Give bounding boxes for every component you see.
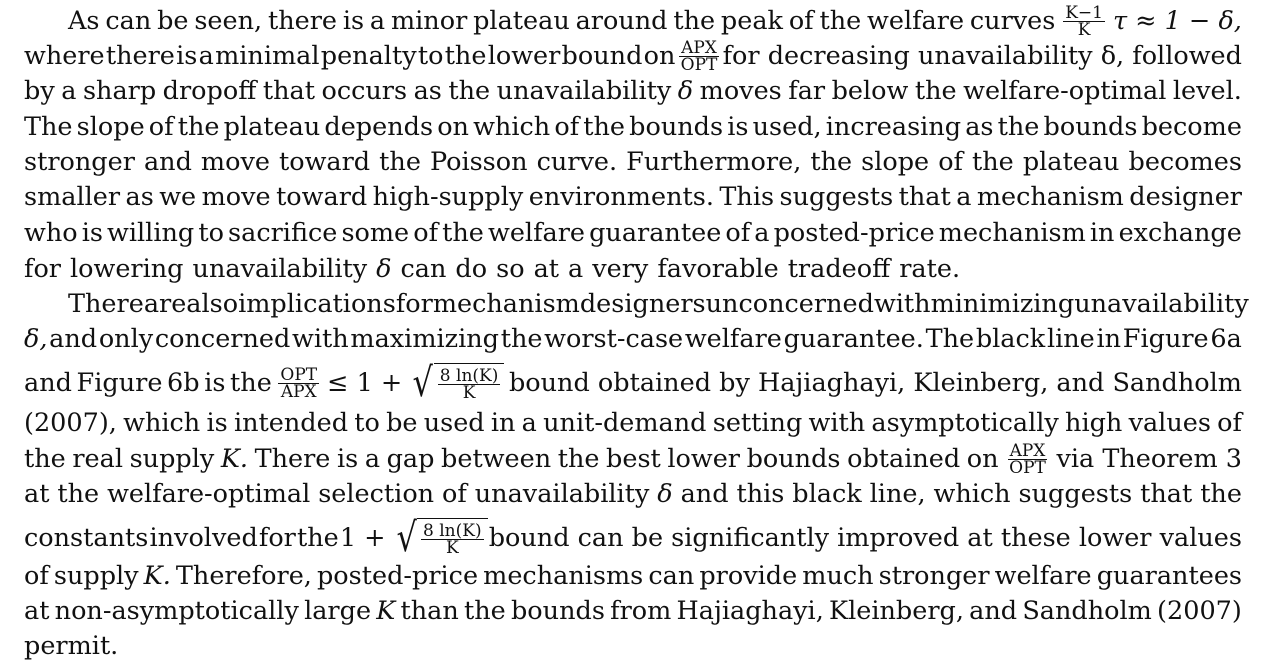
- word: bounds: [510, 596, 605, 626]
- word: δ: [657, 479, 673, 509]
- word: asymptotically: [871, 408, 1059, 438]
- word: slope: [76, 112, 145, 142]
- word: very: [592, 254, 649, 284]
- word: in: [490, 408, 516, 438]
- radical-sign: √: [396, 515, 417, 561]
- word: a: [754, 218, 770, 248]
- word: of: [725, 218, 751, 248]
- word: plateau: [223, 112, 321, 142]
- word: we: [159, 182, 197, 212]
- word: below: [831, 76, 909, 106]
- word: implications: [238, 289, 396, 319]
- word: moves: [699, 76, 782, 106]
- word: the: [583, 112, 626, 142]
- word: level.: [1172, 76, 1242, 106]
- word: a: [198, 41, 214, 71]
- word: of: [442, 479, 467, 509]
- word: the: [673, 6, 716, 36]
- word: K.: [220, 444, 249, 474]
- word: and: [24, 368, 72, 398]
- math-text: τ ≈ 1 − δ,: [1112, 6, 1242, 36]
- square-root: [410, 360, 504, 406]
- math-text: 1 +: [339, 523, 386, 553]
- word: and: [49, 324, 98, 354]
- text-line: [68, 2, 1242, 40]
- word: than: [400, 596, 459, 626]
- word: there: [267, 6, 338, 36]
- word: There: [68, 289, 144, 319]
- word: line,: [869, 479, 926, 509]
- word: a: [369, 6, 386, 36]
- word: supply: [53, 561, 139, 591]
- word: with: [292, 324, 349, 354]
- word: only: [98, 324, 154, 354]
- word: Figure: [76, 368, 163, 398]
- word: plateau: [473, 6, 570, 36]
- word: which: [473, 112, 551, 142]
- word: large: [304, 596, 372, 626]
- text-run: via Theorem 3: [1056, 444, 1242, 474]
- word: on: [643, 41, 676, 71]
- word: at: [533, 254, 560, 284]
- word: K.: [143, 561, 171, 591]
- apx-opt-fraction: [1007, 440, 1048, 478]
- word: there: [105, 41, 175, 71]
- word: real: [72, 444, 123, 474]
- word: this: [736, 479, 785, 509]
- word: a: [521, 408, 537, 438]
- word: curves: [969, 6, 1056, 36]
- word: bound: [561, 41, 643, 71]
- word: and: [143, 147, 192, 177]
- text-line: [24, 515, 1242, 561]
- word: so: [496, 254, 525, 284]
- word: the: [557, 444, 600, 474]
- word: sacrifice: [228, 218, 338, 248]
- word: the: [444, 41, 487, 71]
- word: can: [648, 561, 695, 591]
- word: δ,: [24, 324, 48, 354]
- word: as: [413, 76, 442, 106]
- text-run: for decreasing unavailability δ, followed: [722, 41, 1242, 71]
- fraction-denominator: K: [1077, 19, 1091, 40]
- word: 6b: [167, 368, 200, 398]
- word: black: [792, 479, 862, 509]
- inline-math-group: [1061, 2, 1242, 40]
- word: the: [379, 147, 421, 177]
- word: around: [575, 6, 668, 36]
- word: the: [57, 479, 100, 509]
- text-line: [24, 182, 1242, 212]
- word: (2007),: [24, 408, 117, 438]
- word: slope: [861, 147, 930, 177]
- word: a: [364, 444, 381, 474]
- text-line: [24, 112, 1242, 142]
- word: bounds: [1043, 112, 1138, 142]
- text-run: bound obtained by Hajiaghayi, Kleinberg, and Sandholm: [508, 368, 1242, 398]
- word: guarantees: [1096, 561, 1242, 591]
- word: willing: [107, 218, 195, 248]
- word: penalty: [320, 41, 417, 71]
- word: suggests: [779, 182, 894, 212]
- word: toward: [278, 147, 371, 177]
- word: is: [206, 408, 228, 438]
- word: unavailability: [192, 254, 368, 284]
- inline-math-group: [339, 515, 488, 561]
- word: of: [938, 147, 963, 177]
- word: Kleinberg,: [829, 596, 964, 626]
- word: toward: [276, 182, 368, 212]
- text-line: [24, 147, 1242, 177]
- word: for: [24, 254, 61, 284]
- word: lower: [487, 41, 561, 71]
- word: obtained: [847, 444, 961, 474]
- word: as: [125, 182, 154, 212]
- word: with: [873, 289, 931, 319]
- word: exchange: [1118, 218, 1242, 248]
- word: minor: [390, 6, 468, 36]
- word: The: [925, 324, 975, 354]
- word: who: [24, 218, 78, 248]
- word: the: [442, 218, 484, 248]
- fraction-denominator: K: [462, 383, 476, 403]
- word: to: [354, 408, 380, 438]
- word: welfare: [994, 561, 1092, 591]
- fraction-numerator: 8 ln(K): [423, 521, 482, 541]
- word: of: [148, 112, 174, 142]
- word: 6a: [1210, 324, 1242, 354]
- word: is: [336, 444, 359, 474]
- word: the: [177, 112, 220, 142]
- word: depends: [324, 112, 434, 142]
- word: used: [423, 408, 485, 438]
- word: lower: [667, 444, 740, 474]
- text-line: [24, 440, 1242, 478]
- word: at: [24, 479, 50, 509]
- word: move: [200, 147, 270, 177]
- word: dropoff: [162, 76, 257, 106]
- word: the: [914, 76, 957, 106]
- fraction-numerator: 8 ln(K): [439, 366, 499, 386]
- text-line: [68, 289, 1249, 319]
- text-line: [24, 631, 1242, 661]
- word: K: [376, 596, 396, 626]
- word: is: [81, 218, 103, 248]
- opt-apx-fraction: [278, 364, 319, 402]
- word: is: [176, 41, 198, 71]
- word: unit-demand: [543, 408, 707, 438]
- word: values: [1128, 408, 1211, 438]
- radicand-fraction: [421, 523, 484, 556]
- fraction-numerator: APX: [1009, 440, 1046, 461]
- word: Sandholm: [1022, 596, 1152, 626]
- word: can: [105, 6, 152, 36]
- word: bounds: [746, 444, 841, 474]
- word: (2007): [1157, 596, 1242, 626]
- word: and: [680, 479, 729, 509]
- word: to: [198, 218, 224, 248]
- word: a: [61, 76, 77, 106]
- word: far: [788, 76, 826, 106]
- word: on: [437, 112, 469, 142]
- word: for: [258, 523, 296, 553]
- math-text: ≤ 1 +: [327, 368, 403, 398]
- word: unavailability: [474, 479, 650, 509]
- word: favorable: [657, 254, 779, 284]
- word: sharp: [82, 76, 157, 106]
- text-line: [24, 596, 1242, 626]
- word: rate.: [899, 254, 961, 284]
- word: non-asymptotically: [54, 596, 299, 626]
- word: setting: [712, 408, 803, 438]
- word: mechanism: [938, 218, 1086, 248]
- word: best: [606, 444, 661, 474]
- word: with: [808, 408, 866, 438]
- word: gap: [386, 444, 435, 474]
- word: the: [24, 444, 66, 474]
- word: smaller: [24, 182, 121, 212]
- text-line: [24, 408, 1242, 438]
- word: seen,: [194, 6, 263, 36]
- radicand: [417, 518, 488, 558]
- word: move: [201, 182, 271, 212]
- word: is: [342, 6, 365, 36]
- word: can: [400, 254, 447, 284]
- word: high-supply: [372, 182, 524, 212]
- word: the: [1200, 479, 1242, 509]
- word: plateau: [1022, 147, 1120, 177]
- word: which: [933, 479, 1011, 509]
- word: stronger: [24, 147, 135, 177]
- text-line: [24, 76, 1242, 106]
- word: occurs: [321, 76, 408, 106]
- word: guarantee.: [783, 324, 924, 354]
- word: used,: [752, 112, 822, 142]
- fraction-denominator: K: [445, 538, 459, 558]
- word: where: [24, 41, 105, 71]
- word: unconcerned: [705, 289, 874, 319]
- word: be: [157, 6, 189, 36]
- curve-fraction: [1063, 2, 1105, 40]
- word: by: [24, 76, 55, 106]
- word: provide: [699, 561, 798, 591]
- word: from: [610, 596, 672, 626]
- word: the: [230, 368, 272, 398]
- text-line: [24, 37, 1242, 75]
- word: curve.: [536, 147, 618, 177]
- apx-opt-fraction: [679, 37, 720, 75]
- word: designer: [1129, 182, 1242, 212]
- word: There: [254, 444, 331, 474]
- word: which: [123, 408, 201, 438]
- word: the: [448, 76, 491, 106]
- word: mechanism: [976, 182, 1124, 212]
- square-root: [394, 515, 488, 561]
- word: between: [441, 444, 552, 474]
- word: minimal: [215, 41, 320, 71]
- fraction-denominator: APX: [280, 381, 317, 402]
- word: unavailability: [1074, 289, 1249, 319]
- fraction-denominator: OPT: [1009, 457, 1046, 478]
- word: posted-price: [316, 561, 479, 591]
- word: Therefore,: [175, 561, 312, 591]
- word: of: [788, 6, 814, 36]
- word: a: [956, 182, 972, 212]
- word: black: [975, 324, 1046, 354]
- word: high: [1065, 408, 1123, 438]
- word: posted-price: [773, 218, 935, 248]
- word: welfare: [488, 218, 585, 248]
- word: concerned: [154, 324, 291, 354]
- text-line: [24, 324, 1242, 354]
- word: permit.: [24, 631, 119, 661]
- word: and: [969, 596, 1018, 626]
- word: intended: [233, 408, 349, 438]
- word: line: [1046, 324, 1095, 354]
- fraction-numerator: APX: [681, 37, 717, 58]
- fraction-numerator: K−1: [1065, 2, 1103, 23]
- word: Hajiaghayi,: [676, 596, 824, 626]
- text-line: [24, 479, 1242, 509]
- word: of: [1217, 408, 1242, 438]
- word: the: [500, 324, 543, 354]
- word: that: [1140, 479, 1193, 509]
- word: welfare-optimal: [107, 479, 311, 509]
- word: Figure: [1122, 324, 1209, 354]
- word: suggests: [1018, 479, 1133, 509]
- word: as: [965, 112, 994, 142]
- word: constants: [24, 523, 149, 553]
- word: the: [810, 147, 853, 177]
- word: unavailability: [496, 76, 672, 106]
- word: become: [1141, 112, 1242, 142]
- word: welfare: [867, 6, 965, 36]
- fraction-denominator: OPT: [680, 54, 718, 75]
- word: the: [997, 112, 1040, 142]
- word: involved: [149, 523, 258, 553]
- word: welfare: [684, 324, 782, 354]
- word: the: [819, 6, 862, 36]
- word: a: [568, 254, 584, 284]
- word: environments.: [528, 182, 714, 212]
- word: in: [1089, 218, 1115, 248]
- radicand-fraction: [438, 368, 501, 401]
- word: are: [143, 289, 187, 319]
- word: is: [204, 368, 226, 398]
- word: This: [719, 182, 775, 212]
- word: Poisson: [429, 147, 528, 177]
- word: of: [413, 218, 439, 248]
- radicand: [434, 363, 505, 403]
- word: As: [68, 6, 100, 36]
- word: peak: [720, 6, 783, 36]
- text-line: [24, 254, 1242, 284]
- word: some: [341, 218, 410, 248]
- word: guarantee: [589, 218, 722, 248]
- word: at: [24, 596, 50, 626]
- word: increasing: [825, 112, 962, 142]
- word: lowering: [69, 254, 184, 284]
- word: bounds: [629, 112, 724, 142]
- word: stronger: [878, 561, 990, 591]
- word: minimizing: [930, 289, 1075, 319]
- word: mechanism: [432, 289, 580, 319]
- word: of: [24, 561, 49, 591]
- word: δ: [677, 76, 694, 106]
- word: worst-case: [544, 324, 684, 354]
- word: the: [464, 596, 506, 626]
- radical-sign: √: [412, 360, 434, 406]
- word: in: [1096, 324, 1122, 354]
- word: that: [262, 76, 315, 106]
- word: to: [417, 41, 444, 71]
- word: be: [386, 408, 418, 438]
- fraction-numerator: OPT: [280, 364, 318, 385]
- text-line: [24, 218, 1242, 248]
- word: mechanisms: [483, 561, 644, 591]
- word: for: [395, 289, 433, 319]
- word: do: [455, 254, 488, 284]
- word: becomes: [1128, 147, 1242, 177]
- text-run: bound can be significantly improved at these lower values: [488, 523, 1242, 553]
- word: maximizing: [350, 324, 499, 354]
- word: supply: [129, 444, 215, 474]
- text-line: [24, 360, 1242, 406]
- word: designers: [579, 289, 706, 319]
- word: also: [186, 289, 239, 319]
- inline-math-group: [276, 360, 504, 406]
- word: the: [972, 147, 1014, 177]
- text-line: [24, 561, 1242, 591]
- word: The: [24, 112, 73, 142]
- word: the: [296, 523, 339, 553]
- word: that: [898, 182, 951, 212]
- word: much: [802, 561, 874, 591]
- word: welfare-optimal: [963, 76, 1167, 106]
- word: of: [554, 112, 580, 142]
- word: Furthermore,: [626, 147, 802, 177]
- word: δ: [376, 254, 392, 284]
- word: tradeoff: [787, 254, 891, 284]
- word: on: [966, 444, 999, 474]
- word: selection: [318, 479, 435, 509]
- word: is: [727, 112, 749, 142]
